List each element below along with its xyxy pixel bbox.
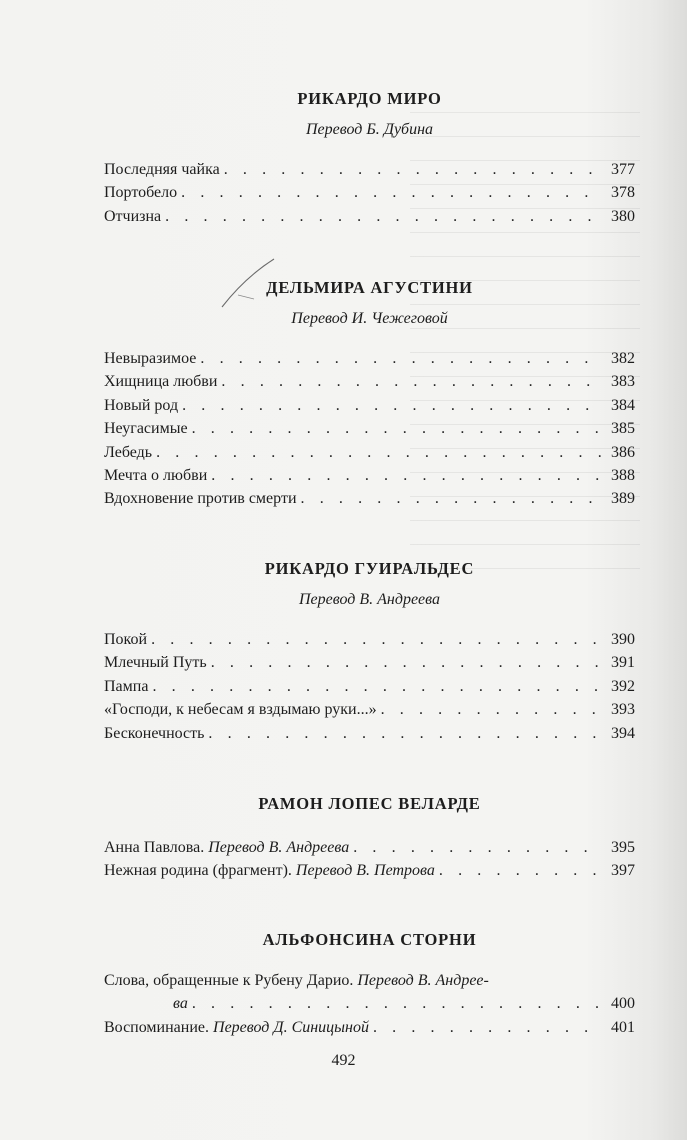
entry-title: Вдохновение против смерти <box>104 490 297 508</box>
entry-title: Портобело <box>104 184 178 202</box>
entry-title: Неугасимые <box>104 420 188 438</box>
entry-translator: Перевод Д. Синицыной <box>213 1018 369 1036</box>
entry-title-with-translator <box>104 1016 369 1039</box>
entry-page: 389 <box>611 490 635 508</box>
translator-line: Перевод Б. Дубина <box>305 121 434 138</box>
dot-leader <box>211 464 603 487</box>
entry-title: Нежная родина (фрагмент). <box>104 862 292 880</box>
toc-entry[interactable] <box>104 628 635 651</box>
toc-section-agustini <box>104 276 635 511</box>
dot-leader <box>208 722 603 745</box>
dot-leader <box>182 394 603 417</box>
entry-page: 390 <box>611 631 635 648</box>
dot-leader <box>353 836 603 859</box>
toc-entry[interactable] <box>104 464 635 487</box>
toc-section-storni <box>104 928 635 1039</box>
entry-title-with-translator <box>104 859 435 882</box>
toc-entry[interactable] <box>104 181 635 204</box>
translator-line: Перевод В. Андреева <box>299 591 440 608</box>
entry-title: Невыразимое <box>104 350 197 367</box>
toc-entry[interactable] <box>104 675 635 698</box>
entry-page: 397 <box>611 862 635 880</box>
entry-translator-continued: ва <box>173 995 188 1013</box>
toc-entry[interactable] <box>104 698 635 721</box>
entry-page: 400 <box>611 995 635 1013</box>
entry-page: 378 <box>611 184 635 202</box>
dot-leader <box>301 487 604 510</box>
entry-title: Пампа <box>104 677 149 695</box>
toc-entry[interactable] <box>104 417 635 440</box>
entry-title: Мечта о любви <box>104 466 208 484</box>
entry-page: 377 <box>611 161 635 178</box>
dot-leader <box>439 859 603 882</box>
entry-page: 394 <box>611 724 635 742</box>
entry-title: Отчизна <box>104 207 162 225</box>
dot-leader <box>224 158 603 181</box>
toc-entry[interactable] <box>104 651 635 674</box>
entry-page: 383 <box>611 373 635 391</box>
entry-title: Новый род <box>104 396 179 414</box>
toc-entry[interactable] <box>104 859 635 882</box>
toc-section-miro <box>104 87 635 228</box>
entry-title: Воспоминание. <box>104 1018 210 1036</box>
entry-page: 384 <box>611 396 635 414</box>
toc-entry[interactable] <box>104 836 635 859</box>
entry-translator: Перевод В. Андреева <box>208 839 350 856</box>
toc-entry[interactable] <box>104 205 635 228</box>
toc-section-guiraldes <box>104 557 635 745</box>
toc-entry[interactable] <box>104 487 635 510</box>
dot-leader <box>181 181 603 204</box>
entry-continuation <box>104 992 188 1015</box>
entry-title: Лебедь <box>104 443 153 461</box>
dot-leader <box>156 441 603 464</box>
entry-title: Анна Павлова. <box>104 839 205 856</box>
toc-section-lopez-velarde <box>104 792 635 883</box>
entry-page: 392 <box>611 677 635 695</box>
toc-entry[interactable] <box>104 347 635 370</box>
toc-entry-first-line[interactable] <box>104 969 635 992</box>
entry-page: 385 <box>611 420 635 438</box>
entry-page: 395 <box>611 839 635 856</box>
toc-entry-continuation[interactable] <box>104 992 635 1015</box>
entry-translator: Перевод В. Петрова <box>295 862 435 880</box>
dot-leader <box>152 675 603 698</box>
entry-title: Бесконечность <box>104 724 205 742</box>
author-heading: РАМОН ЛОПЕС ВЕЛАРДЕ <box>258 794 481 813</box>
entry-list <box>104 347 635 511</box>
dot-leader <box>200 347 603 370</box>
dot-leader <box>165 205 603 228</box>
author-heading: РИКАРДО МИРО <box>297 89 442 108</box>
dot-leader <box>373 1016 603 1039</box>
entry-page: 382 <box>611 350 635 367</box>
dot-leader <box>381 698 603 721</box>
entry-page: 380 <box>611 207 635 225</box>
entry-title-with-translator <box>104 836 349 859</box>
entry-title-with-translator <box>104 969 489 992</box>
entry-page: 393 <box>611 701 635 719</box>
entry-title: Слова, обращенные к Рубену Дарио. <box>104 972 354 989</box>
entry-list <box>104 969 635 1039</box>
entry-list <box>104 628 635 745</box>
dot-leader <box>192 992 603 1015</box>
toc-entry[interactable] <box>104 370 635 393</box>
entry-title: Покой <box>104 631 148 648</box>
author-heading: РИКАРДО ГУИРАЛЬДЕС <box>264 559 475 578</box>
entry-translator: Перевод В. Андрее- <box>357 972 489 989</box>
dot-leader <box>151 628 603 651</box>
entry-title: Млечный Путь <box>104 654 207 672</box>
entry-title: Хищница любви <box>104 373 218 391</box>
toc-entry[interactable] <box>104 722 635 745</box>
entry-page: 388 <box>611 466 635 484</box>
entry-page: 391 <box>611 654 635 672</box>
dot-leader <box>192 417 603 440</box>
toc-entry[interactable] <box>104 441 635 464</box>
toc-entry[interactable] <box>104 1016 635 1039</box>
page-number: 492 <box>331 1052 356 1069</box>
dot-leader <box>211 651 603 674</box>
author-heading: ДЕЛЬМИРА АГУСТИНИ <box>266 278 473 297</box>
dot-leader <box>221 370 603 393</box>
translator-line: Перевод И. Чежеговой <box>291 310 448 327</box>
entry-list <box>104 836 635 883</box>
entry-page: 401 <box>611 1018 635 1036</box>
entry-title: Последняя чайка <box>104 161 220 178</box>
author-heading: АЛЬФОНСИНА СТОРНИ <box>262 930 477 949</box>
toc-entry[interactable] <box>104 158 635 181</box>
toc-entry[interactable] <box>104 394 635 417</box>
entry-title: «Господи, к небесам я вздымаю руки...» <box>104 701 377 719</box>
entry-page: 386 <box>611 443 635 461</box>
entry-list <box>104 158 635 228</box>
